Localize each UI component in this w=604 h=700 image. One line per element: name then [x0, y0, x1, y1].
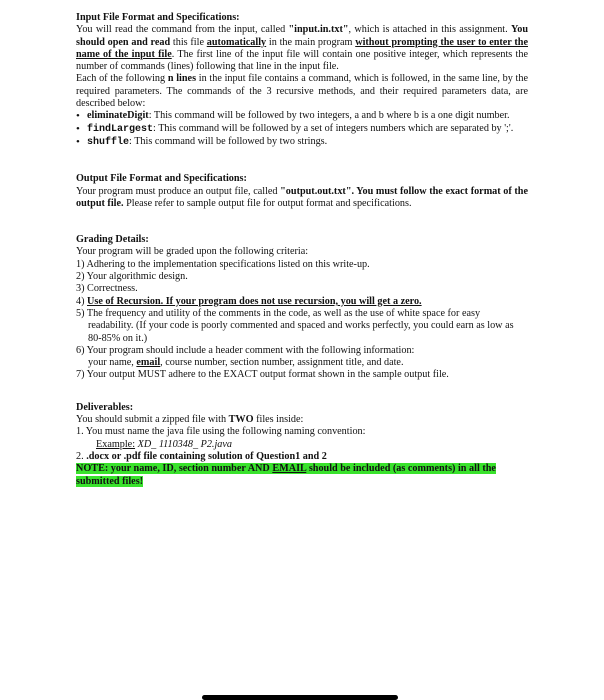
home-indicator[interactable] — [202, 695, 398, 700]
command-list — [76, 110, 528, 149]
deliverables-intro: You should submit a zipped file with TWO files inside: — [76, 414, 304, 426]
list-item: 1) Adhering to the implementation specifications listed on this write-up. — [76, 258, 370, 270]
input-section-title: Input File Format and Specifications: — [76, 12, 240, 23]
list-item: 7) Your output MUST adhere to the EXACT output format shown in the sample output file. — [76, 369, 449, 381]
list-item: • findLargest: This command will be followed by a set of integers numbers which are separated by ';'. — [76, 123, 528, 136]
grading-criteria-list — [76, 259, 528, 382]
output-section-title: Output File Format and Specifications: — [76, 173, 247, 185]
list-item: • eliminateDigit: This command will be followed by two integers, a and b where b is a one digit number. — [76, 110, 528, 122]
list-item: 6) Your program should include a header comment with the following information: your name, email, course number, section number, assignment title, and date. — [76, 344, 415, 369]
deliverables-section-title: Deliverables: — [76, 401, 134, 413]
list-item: 5) The frequency and utility of the comments in the code, as well as the use of white space for easy readability. (If your code is poorly commented and spaced and works perfectly, you could earn as low as 80-85% on it.) — [76, 307, 514, 344]
grading-section-title: Grading Details: — [76, 234, 149, 246]
deliverables-list — [76, 426, 528, 438]
assignment-document — [76, 12, 528, 488]
list-item: 4) Use of Recursion. If your program does not use recursion, you will get a zero. — [76, 295, 422, 307]
list-item: 2) Your algorithmic design. — [76, 271, 188, 283]
list-item: 1. You must name the java file using the following naming convention: — [76, 426, 366, 438]
note-highlight: NOTE: your name, ID, section number AND EMAIL should be included (as comments) in all the submitted files! — [76, 463, 496, 487]
list-item: • shuffle: This command will be followed by two strings. — [76, 136, 528, 149]
list-item: 2. .docx or .pdf file containing solution of Question1 and 2 — [76, 450, 327, 462]
list-item: 3) Correctness. — [76, 283, 138, 295]
input-paragraph-2: Each of the following n lines in the input file contains a command, which is followed, in the same line, by the required parameters. The commands of the 3 recursive methods, and their required parameters data, are described below: — [76, 73, 528, 110]
grading-intro: Your program will be graded upon the following criteria: — [76, 246, 309, 258]
output-paragraph: Your program must produce an output file, called "output.out.txt". You must follow the exact format of the output file. Please refer to sample output file for output format and specifications. — [76, 185, 528, 209]
input-paragraph-1: You will read the command from the input, called "input.in.txt", which is attached in this assignment. You should open and read this file automatically in the main program without prompting the user to enter the name of the input file. The first line of the input file will contain one positive integer, which represents the number of commands (lines) following that line in the input file. — [76, 24, 529, 73]
naming-example: Example: XD_ 1110348_ P2.java — [96, 438, 233, 450]
deliverables-list-2 — [76, 451, 528, 463]
